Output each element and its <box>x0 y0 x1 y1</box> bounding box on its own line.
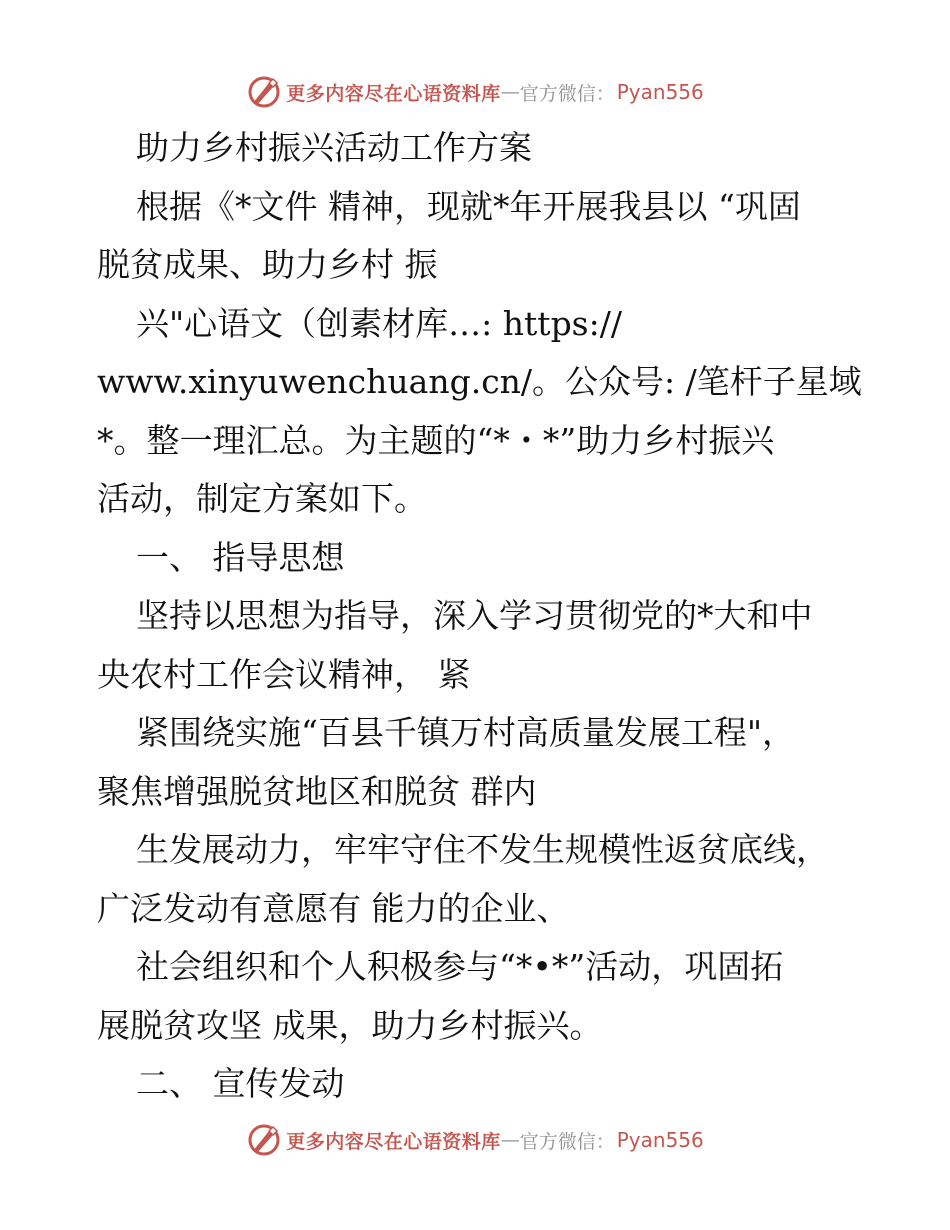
doc-title: 助力乡村振兴活动工作方案 <box>136 128 532 167</box>
header-watermark <box>0 70 950 114</box>
watermark-official: 官方微信： <box>519 82 615 105</box>
paragraph-line: 兴"心语文（创素材库…: https:// <box>136 303 622 343</box>
watermark-official: 官方微信： <box>519 1130 615 1153</box>
paragraph-line: 聚焦增强脱贫地区和脱贫 群内 <box>97 771 537 811</box>
watermark-dash: — <box>500 1129 520 1151</box>
watermark-text: 更多内容尽在心语资料库 <box>286 1130 501 1153</box>
paragraph-line: 脱贫成果、助力乡村 振 <box>97 245 438 284</box>
watermark-id: Pyan556 <box>616 1128 704 1152</box>
paragraph-line: 央农村工作会议精神， 紧 <box>97 654 471 694</box>
document-body <box>97 119 862 1114</box>
footer-watermark <box>0 1118 950 1162</box>
pen-logo-icon <box>246 74 282 110</box>
paragraph-line: 紧围绕实施“百县千镇万村高质量发展工程"， <box>136 713 796 752</box>
paragraph-line: 生发展动力，牢牢守住不发生规模性返贫底线， <box>136 830 829 869</box>
watermark-dash: — <box>500 81 520 103</box>
paragraph-line: 广泛发动有意愿有 能力的企业、 <box>97 888 570 928</box>
paragraph-line: 坚持以思想为指导，深入学习贯彻党的*大和中 <box>136 596 813 635</box>
pen-logo-icon <box>246 1122 282 1158</box>
watermark-id: Pyan556 <box>616 80 704 104</box>
paragraph-line: 活动，制定方案如下。 <box>97 479 427 518</box>
section-heading: 一、 指导思想 <box>136 537 345 577</box>
watermark-text: 更多内容尽在心语资料库 <box>286 82 501 105</box>
paragraph-line: 展脱贫攻坚 成果，助力乡村振兴。 <box>97 1005 603 1045</box>
section-heading: 二、 宣传发动 <box>136 1064 345 1103</box>
paragraph-line: www.xinyuwenchuang.cn/。公众号: /笔杆子星域 <box>97 362 862 401</box>
paragraph-line: 社会组织和个人积极参与“*•*”活动，巩固拓 <box>136 947 784 986</box>
paragraph-line: *。整一理汇总。为主题的“*・*”助力乡村振兴 <box>97 420 775 460</box>
paragraph-line: 根据《*文件 精神，现就*年开展我县以 “巩固 <box>136 186 801 226</box>
